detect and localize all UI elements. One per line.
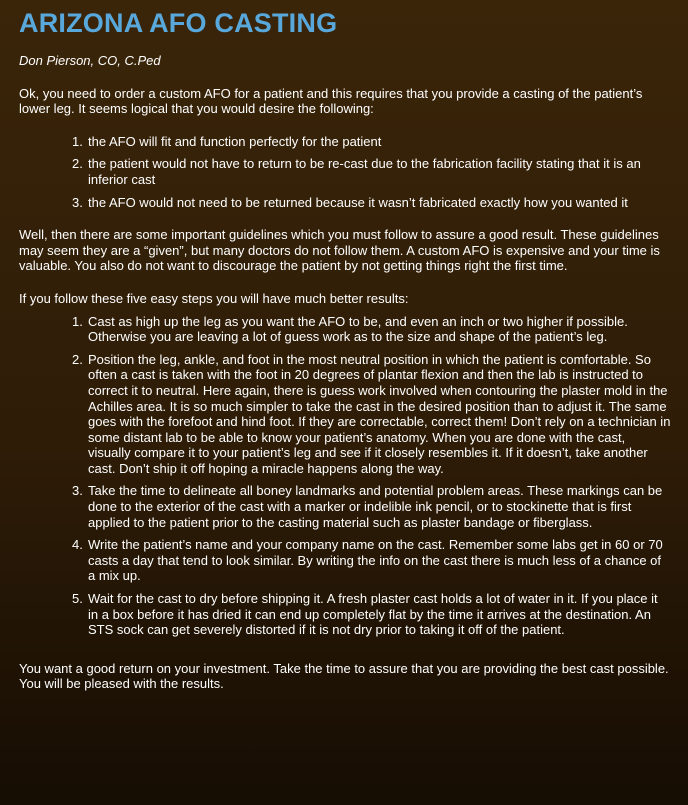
page-title: ARIZONA AFO CASTING (19, 8, 338, 38)
list-item-text: the patient would not have to return to be re-cast due to the fabrication facility stating that it is an inferior cast (88, 156, 641, 187)
step-number: 2. (72, 351, 83, 367)
intro-paragraph: Ok, you need to order a custom AFO for a patient and this requires that you provide a casting of the patient’s lower leg. It seems logical that you would desire the following: (19, 85, 643, 117)
step-text: Wait for the cast to dry before shipping it. A fresh plaster cast holds a lot of water in it. If you place it in a box before it has dried it can end up completely flat by the time it arrives at the destination. An STS sock can get severely distorted if it is not dry prior to taking it off of the patient. (88, 591, 658, 638)
list-item-number: 2. (72, 156, 83, 172)
list-item (19, 156, 671, 187)
guidelines-paragraph: Well, then there are some important guidelines which you must follow to assure a good result. These guidelines may seem they are a “given”, but many doctors do not follow them. A custom AFO is expensive and your time is valuable. You also do not want to discourage the patient by not getting things right the first time. (19, 227, 660, 274)
step-text: Write the patient’s name and your company name on the cast. Remember some labs get in 60 or 70 casts a day that tend to look similar. By writing the info on the cast there is much less of a chance of a mix up. (88, 537, 663, 584)
conclusion-paragraph: You want a good return on your investment. Take the time to assure that you are providing the best cast possible. You will be pleased with the results. (19, 660, 669, 692)
author-byline: Don Pierson, CO, C.Ped (19, 53, 161, 68)
step-item (19, 314, 671, 345)
step-number: 1. (72, 313, 83, 329)
steps-intro: If you follow these five easy steps you will have much better results: (19, 290, 409, 306)
step-text: Take the time to delineate all boney landmarks and potential problem areas. These markings can be done to the exterior of the cast with a marker or indelible ink pencil, or to stockinette that is first applied to the patient prior to the casting material such as plaster bandage or fiberglass. (88, 483, 663, 530)
list-item-text: the AFO would not need to be returned because it wasn’t fabricated exactly how you wanted it (88, 194, 628, 210)
step-item (19, 352, 671, 477)
step-number: 4. (72, 537, 83, 553)
step-text: Cast as high up the leg as you want the AFO to be, and even an inch or two higher if possible. Otherwise you are leaving a lot of guess work as to the size and shape of the patient’s leg. (88, 313, 628, 345)
step-text: Position the leg, ankle, and foot in the most neutral position in which the patient is comfortable. So often a cast is taken with the foot in 20 degrees of plantar flexion and then the lab is instructed to correct it to neutral. Here again, there is guess work involved when contouring the plaster mold in the Achilles area. It is so much simpler to take the cast in the desired position than to adjust it. The same goes with the forefoot and hind foot. If they are correctable, correct them! Don’t rely on a technician in some distant lab to be able to know your patient’s anatomy. When you are done with the cast, visually compare it to your patient’s leg and see if it closely resembles it. If it doesn’t, take another cast. Don’t ship it off hoping a miracle happens along the way. (88, 351, 671, 476)
list-item-text: the AFO will fit and function perfectly for the patient (88, 133, 382, 149)
list-item-number: 1. (72, 133, 83, 149)
list-item (19, 195, 671, 211)
step-item (19, 537, 671, 584)
steps-list (19, 314, 671, 638)
step-number: 5. (72, 591, 83, 607)
step-item (19, 591, 671, 638)
step-number: 3. (72, 483, 83, 499)
list-item (19, 134, 671, 150)
list-item-number: 3. (72, 194, 83, 210)
step-item (19, 483, 671, 530)
desires-list (19, 134, 671, 210)
